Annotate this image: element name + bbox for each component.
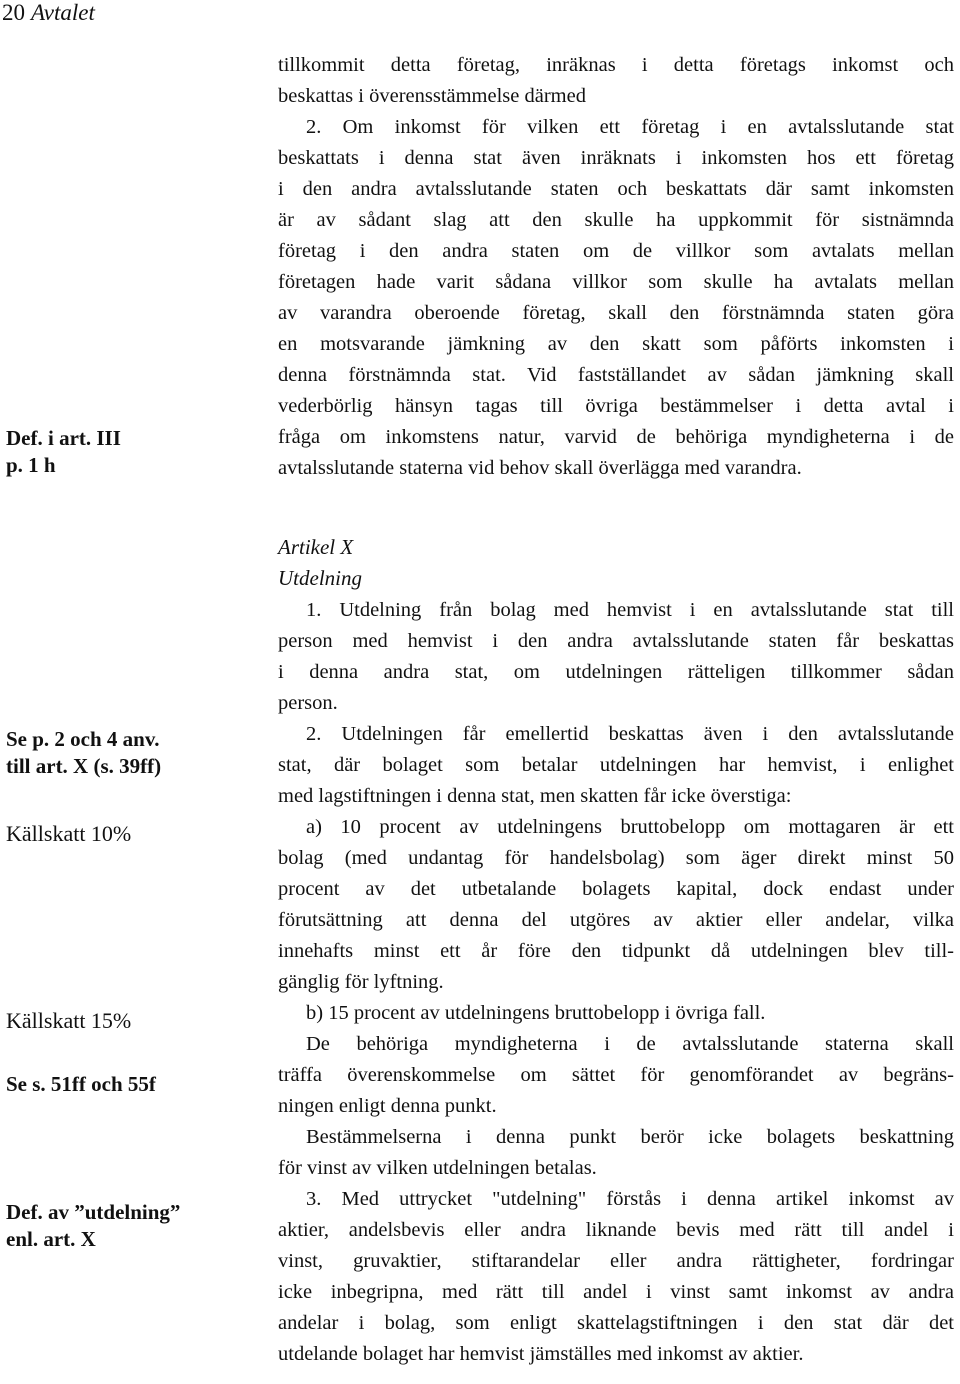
sidenote-see-s51: Se s. 51ff och 55f: [6, 1072, 156, 1096]
text-line: vinst, gruvaktier, stiftarandelar eller andra rättigheter, fordringar: [278, 1250, 954, 1272]
text-line: stat, där bolaget som betalar utdelningen har hemvist, i enlighet: [278, 754, 954, 776]
text-line: med lagstiftningen i denna stat, men skatten får icke överstiga:: [278, 785, 792, 807]
text-line: är av sådant slag att den skulle ha uppkommit för sistnämnda: [278, 209, 954, 231]
sidenote-line: p. 1 h: [6, 453, 56, 477]
text-line: ningen enligt denna punkt.: [278, 1095, 497, 1117]
text-line: för vinst av vilken utdelningen betalas.: [278, 1157, 597, 1179]
text-line: tillkommit detta företag, inräknas i detta företags inkomst och: [278, 54, 954, 76]
page-header: [2, 0, 95, 26]
article-number: Artikel X: [278, 535, 354, 559]
text-line: företag i den andra staten om de villkor som avtalats mellan: [278, 240, 954, 262]
sidenote-kallskatt-15: Källskatt 15%: [6, 1008, 132, 1033]
sidenote-line: till art. X (s. 39ff): [6, 754, 162, 778]
sidenote-line: Def. av ”utdelning”: [6, 1200, 181, 1224]
text-line: fråga om inkomstens natur, varvid de behöriga myndigheterna i de: [278, 426, 954, 448]
text-line: denna förstnämnda stat. Vid fastställandet av sådan jämkning skall: [278, 364, 954, 386]
text-line: procent av det utbetalande bolagets kapital, dock endast under: [278, 878, 954, 900]
article-heading: [278, 532, 954, 594]
text-line: 1. Utdelning från bolag med hemvist i en avtalsslutande stat till: [306, 599, 954, 621]
text-line: person.: [278, 692, 338, 714]
text-line: De behöriga myndigheterna i de avtalsslutande staterna skall: [306, 1033, 954, 1055]
sidenote-see-p2: [6, 726, 161, 780]
sidenote-definition-art-iii: [6, 425, 121, 479]
text-line: bolag (med undantag för handelsbolag) som äger direkt minst 50: [278, 847, 954, 869]
text-line: andelar i bolag, som enligt skattelagstiftningen i den stat där det: [278, 1312, 954, 1334]
text-line: aktier, andelsbevis eller andra liknande bevis med rätt till andel i: [278, 1219, 954, 1241]
sidenote-line: Def. i art. III: [6, 426, 121, 450]
text-line: gänglig för lyftning.: [278, 971, 444, 993]
text-block-continuation: [278, 50, 954, 484]
text-line: av varandra oberoende företag, skall den förstnämnda staten göra: [278, 302, 954, 324]
text-line: icke inbegripna, med rätt till andel i vinst samt inkomst av andra: [278, 1281, 954, 1303]
article-title: Utdelning: [278, 566, 362, 590]
text-line: 2. Utdelningen får emellertid beskattas även i den avtalsslutande: [306, 723, 954, 745]
sidenote-line: enl. art. X: [6, 1227, 96, 1251]
text-line: förutsättning att denna del utgöres av aktier eller andelar, vilka: [278, 909, 954, 931]
text-line: beskattats i denna stat även inräknats i inkomsten hos ett företag: [278, 147, 954, 169]
text-line: företagen hade varit sådana villkor som skulle ha avtalats mellan: [278, 271, 954, 293]
sidenote-definition-utdelning: [6, 1199, 180, 1253]
text-line: vederbörlig hänsyn tagas till övriga bestämmelser i detta avtal i: [278, 395, 954, 417]
text-line: a) 10 procent av utdelningens bruttobelopp om mottagaren är ett: [306, 816, 954, 838]
text-line: en motsvarande jämkning av den skatt som påförts inkomsten i: [278, 333, 954, 355]
text-line: 3. Med uttrycket "utdelning" förstås i denna artikel inkomst av: [306, 1188, 954, 1210]
page-number: 20: [2, 0, 25, 25]
text-line: Bestämmelserna i denna punkt berör icke bolagets beskattning: [306, 1126, 954, 1148]
text-line: i denna andra stat, om utdelningen rätteligen tillkommer sådan: [278, 661, 954, 683]
text-line: avtalsslutande staterna vid behov skall överlägga med varandra.: [278, 457, 802, 479]
sidenote-line: Se p. 2 och 4 anv.: [6, 727, 160, 751]
text-line: person med hemvist i den andra avtalsslutande staten får beskattas: [278, 630, 954, 652]
text-line: i den andra avtalsslutande staten och beskattats där samt inkomsten: [278, 178, 954, 200]
text-line: beskattas i överensstämmelse därmed: [278, 85, 586, 107]
sidenote-kallskatt-10: Källskatt 10%: [6, 821, 132, 846]
text-line: innehafts minst ett år före den tidpunkt då utdelningen blev till-: [278, 940, 954, 962]
text-block-article-x: [278, 595, 954, 1370]
text-line: 2. Om inkomst för vilken ett företag i en avtalsslutande stat: [306, 116, 954, 138]
running-title: Avtalet: [31, 0, 95, 25]
text-line: utdelande bolaget har hemvist jämställes med inkomst av aktier.: [278, 1343, 804, 1365]
text-line: b) 15 procent av utdelningens bruttobelopp i övriga fall.: [306, 1002, 766, 1024]
text-line: träffa överenskommelse om sättet för genomförandet av begräns-: [278, 1064, 954, 1086]
